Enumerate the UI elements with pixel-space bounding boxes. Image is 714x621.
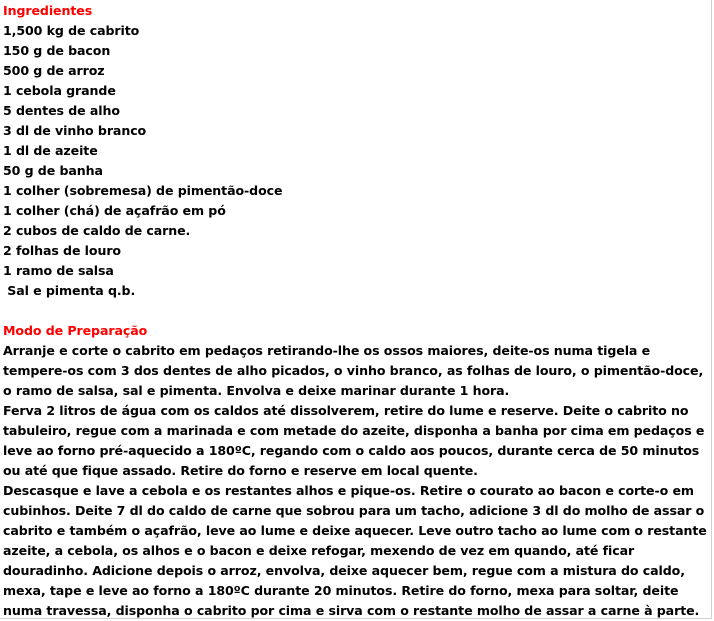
ingredient-item: 2 folhas de louro bbox=[3, 243, 121, 258]
method-heading: Modo de Preparação bbox=[3, 323, 148, 338]
method-paragraph: Ferva 2 litros de água com os caldos até dissolverem, retire do lume e reserve. Deite o cabrito no tabuleiro, regue com a marinada e com metade do azeite, disponha a banha por cima em pedaços e leve ao forno pré-aquecido a 180ºC, regando com o caldo aos poucos, durante cerca de 50 minutos ou até que fique assado. Retire do forno e reserve em local quente. bbox=[3, 403, 705, 478]
ingredient-item: 1,500 kg de cabrito bbox=[3, 23, 140, 38]
ingredient-item: 50 g de banha bbox=[3, 163, 103, 178]
ingredients-heading: Ingredientes bbox=[3, 3, 93, 18]
ingredient-item: 1 ramo de salsa bbox=[3, 263, 114, 278]
ingredient-item: Sal e pimenta q.b. bbox=[3, 283, 136, 298]
ingredient-item: 1 dl de azeite bbox=[3, 143, 98, 158]
ingredient-item: 1 cebola grande bbox=[3, 83, 116, 98]
ingredients-list bbox=[3, 21, 711, 301]
ingredient-item: 1 colher (sobremesa) de pimentão-doce bbox=[3, 183, 283, 198]
recipe-content bbox=[3, 1, 711, 621]
ingredient-item: 1 colher (chá) de açafrão em pó bbox=[3, 203, 226, 218]
method-paragraph: Arranje e corte o cabrito em pedaços retirando-lhe os ossos maiores, deite-os numa tigela e tempere-os com 3 dos dentes de alho picados, o vinho branco, as folhas de louro, o pimentão-doce, o ramo de salsa, sal e pimenta. Envolva e deixe marinar durante 1 hora. bbox=[3, 343, 704, 398]
ingredient-item: 3 dl de vinho branco bbox=[3, 123, 147, 138]
ingredient-item: 2 cubos de caldo de carne. bbox=[3, 223, 191, 238]
method-steps bbox=[3, 341, 711, 621]
ingredient-item: 5 dentes de alho bbox=[3, 103, 120, 118]
spacer bbox=[3, 301, 711, 321]
ingredient-item: 150 g de bacon bbox=[3, 43, 111, 58]
method-paragraph: Descasque e lave a cebola e os restantes alhos e pique-os. Retire o courato ao bacon e corte-o em cubinhos. Deite 7 dl do caldo de carne que sobrou para um tacho, adicione 3 dl do molho de assar o cabrito e também o açafrão, leve ao lume e deixe aquecer. Leve outro tacho ao lume com o restante azeite, a cebola, os alhos e o bacon e deixe refogar, mexendo de vez em quando, até ficar douradinho. Adicione depois o arroz, envolva, deixe aquecer bem, regue com a mistura do caldo, mexa, tape e leve ao forno a 180ºC durante 20 minutos. Retire do forno, mexa para soltar, deite numa travessa, disponha o cabrito por cima e sirva com o restante molho de assar a carne à parte. bbox=[3, 483, 707, 618]
ingredient-item: 500 g de arroz bbox=[3, 63, 105, 78]
